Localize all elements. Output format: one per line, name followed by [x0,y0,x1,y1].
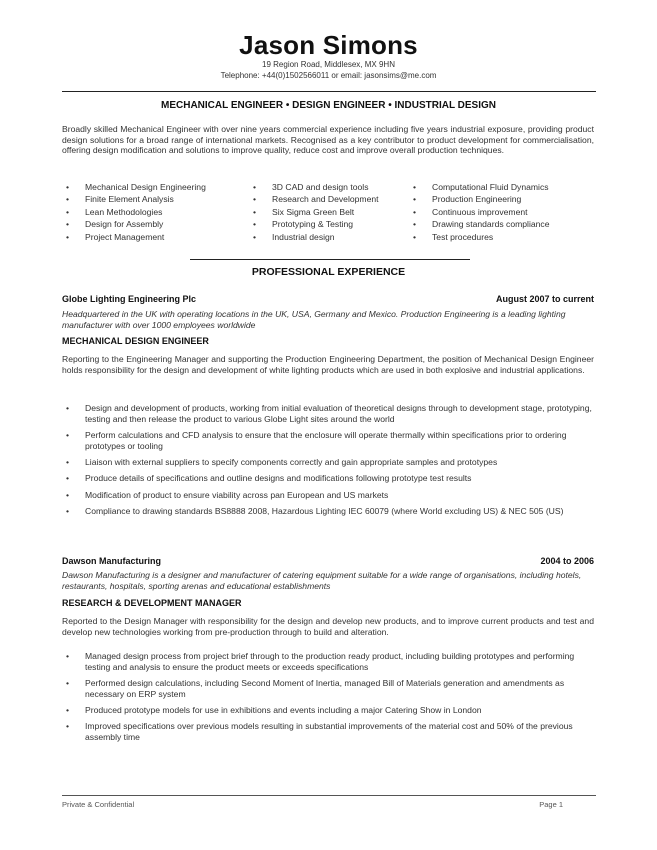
list-item: • Managed design process from project brief through to the production ready product, including building prototypes and performing testing and analysis to ensure the product meets or exceeds specifications [62,651,596,672]
job-dates: August 2007 to current [495,294,594,304]
skill-item: • Computational Fluid Dynamics [409,181,599,193]
skill-item: • Research and Development [249,193,409,205]
skill-item: • Mechanical Design Engineering [62,181,249,193]
skills-column-2 [249,181,409,243]
candidate-name: Jason Simons [239,30,418,60]
responsibilities-list [62,651,596,748]
company-name: Dawson Manufacturing [62,556,162,566]
job-dates: 2004 to 2006 [540,556,594,566]
skills-grid [62,181,602,243]
list-item: • Design and development of products, working from initial evaluation of theoretical designs through to development stage, prototyping, testing and then release the product to various Globe Light sites around the world [62,403,596,424]
list-item: • Liaison with external suppliers to specify components correctly and gain appropriate samples and prototypes [62,457,596,468]
skill-item: • Drawing standards compliance [409,218,599,230]
skill-item: • Test procedures [409,231,599,243]
list-item: • Produced prototype models for use in exhibitions and events including a major Catering Show in London [62,705,596,716]
skill-item: • Industrial design [249,231,409,243]
section-divider [190,259,470,260]
skills-column-3 [409,181,599,243]
experience-section-title: PROFESSIONAL EXPERIENCE [251,266,406,278]
company-description: Headquartered in the UK with operating locations in the UK, USA, Germany and Mexico. Production Engineering is a leading lighting manufacturer with over 1000 employees worldwide [62,309,566,330]
skill-item: • Continuous improvement [409,206,599,218]
role-description: Reported to the Design Manager with responsibility for the design and develop new products, and to improve current products and test and develop new technologies working from pre-production through to build and alteration. [62,616,594,637]
company-description: Dawson Manufacturing is a designer and manufacturer of catering equipment suitable for a wide range of organisations, including hotels, restaurants, hospitals, sporting arenas and educational establishments [62,570,582,591]
role-description: Reporting to the Engineering Manager and supporting the Production Engineering Department, the position of Mechanical Design Engineer holds responsibility for the design and development of white lighting products which are used in both explosive and industrial applications. [62,354,594,375]
list-item: • Perform calculations and CFD analysis to ensure that the enclosure will operate thermally within specifications prior to ordering prototypes or tooling [62,430,596,451]
responsibilities-list [62,403,596,523]
skill-item: • Prototyping & Testing [249,218,409,230]
profile-summary: Broadly skilled Mechanical Engineer with over nine years commercial experience including five years industrial exposure, providing product design solutions for a broad range of international markets. Recognised as a key contributor to product development for commercialisation, offering design modification and solutions to improve quality, reduce cost and improve overall production techniques. [62,124,594,156]
address-line: 19 Region Road, Middlesex, MX 9HN [262,60,395,69]
skill-item: • Six Sigma Green Belt [249,206,409,218]
skill-item: • Production Engineering [409,193,599,205]
contact-line: Telephone: +44(0)1502566011 or email: jasonsims@me.com [220,71,437,80]
footer-confidential: Private & Confidential [62,800,135,809]
job-title: MECHANICAL DESIGN ENGINEER [62,336,209,346]
list-item: • Improved specifications over previous models resulting in substantial improvements of the material cost and 50% of the previous assembly time [62,721,596,742]
job-header [62,556,594,566]
company-name: Globe Lighting Engineering Plc [62,294,197,304]
job-header [62,294,594,304]
header-divider [62,91,596,92]
list-item: • Modification of product to ensure viability across pan European and US markets [62,490,596,501]
skill-item: • Finite Element Analysis [62,193,249,205]
list-item: • Produce details of specifications and outline designs and modifications following prototype test results [62,473,596,484]
skill-item: • Design for Assembly [62,218,249,230]
job-title: RESEARCH & DEVELOPMENT MANAGER [62,598,242,608]
skills-column-1 [62,181,249,243]
skill-item: • 3D CAD and design tools [249,181,409,193]
page-number: Page 1 [539,800,563,809]
skill-item: • Lean Methodologies [62,206,249,218]
footer-divider [62,795,596,796]
list-item: • Performed design calculations, including Second Moment of Inertia, managed Bill of Materials generation and amendments as necessary on ERP system [62,678,596,699]
list-item: • Compliance to drawing standards BS8888 2008, Hazardous Lighting IEC 60079 (where World excluding US) & NEC 505 (US) [62,506,596,517]
skill-item: • Project Management [62,231,249,243]
professional-headline: MECHANICAL ENGINEER • DESIGN ENGINEER • INDUSTRIAL DESIGN [161,100,496,111]
